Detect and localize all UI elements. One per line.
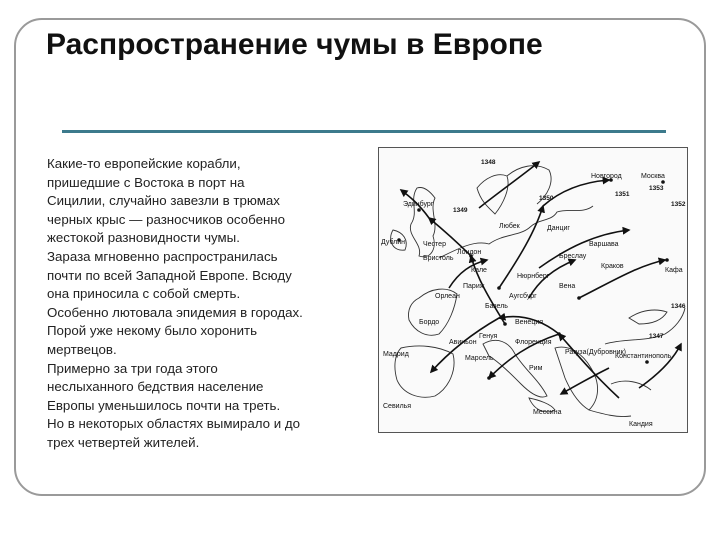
paragraph-line: неслыханного бедствия население: [47, 379, 264, 395]
city-label: Базель: [485, 303, 508, 310]
city-label: Мадрид: [383, 351, 409, 358]
city-label: Москва: [641, 173, 665, 180]
spread-arrow: [543, 180, 609, 206]
city-label: Севилья: [383, 403, 412, 410]
paragraph-line: Но в некоторых областях вымирало и до: [47, 416, 300, 432]
city-dot: [497, 286, 501, 290]
city-label: Краков: [601, 263, 624, 270]
slide-title: Распространение чумы в Европе: [46, 28, 543, 61]
paragraph-line: Зараза мгновенно распространилась: [47, 248, 278, 264]
paragraph-line: мертвецов.: [47, 341, 117, 357]
city-label: Марсель: [465, 355, 494, 362]
city-label: Вена: [559, 283, 576, 290]
paragraph-line: Особенно лютовала эпидемия в городах.: [47, 304, 303, 320]
city-labels: [381, 173, 683, 428]
city-label: Авиньон: [449, 339, 477, 346]
city-label: Бордо: [419, 319, 440, 326]
city-label: Эдинбург: [403, 201, 434, 208]
year-label: 1352: [671, 201, 686, 208]
city-label: Венеция: [515, 319, 544, 326]
year-label: 1347: [649, 333, 664, 340]
paragraph-line: Примерно за три года этого: [47, 360, 218, 376]
city-label: Кандия: [629, 421, 653, 428]
paragraph-line: Какие-то европейские корабли,: [47, 156, 241, 171]
city-dot: [577, 296, 581, 300]
spread-arrow: [479, 162, 539, 208]
city-label: Рим: [529, 365, 543, 372]
city-dot: [665, 258, 669, 262]
paragraph-line: пришедшие с Востока в порт на: [47, 174, 245, 190]
body-paragraph: [47, 155, 369, 453]
paragraph-line: она приносила с собой смерть.: [47, 286, 241, 302]
city-label: Любек: [499, 223, 520, 230]
city-label: Бреслау: [559, 253, 587, 260]
spread-arrow: [639, 344, 681, 388]
city-label: Нюрнберг: [517, 273, 550, 280]
city-label: Аугсбург: [509, 293, 537, 300]
city-dot: [645, 360, 649, 364]
city-dot: [487, 376, 491, 380]
city-label: Константинополь: [615, 353, 672, 360]
city-label: Кафа: [665, 267, 683, 274]
year-label: 1348: [481, 159, 496, 166]
paragraph-line: почти по всей Западной Европе. Всюду: [47, 267, 292, 283]
city-dot: [557, 332, 561, 336]
paragraph-line: черных крыс — разносчиков особенно: [47, 211, 286, 227]
city-label: Дублин: [381, 239, 406, 246]
city-label: Мессина: [533, 409, 562, 416]
city-label: Новгород: [591, 173, 622, 180]
title-divider: [62, 130, 666, 133]
year-label: 1349: [453, 207, 468, 214]
city-dot: [661, 180, 665, 184]
city-label: Генуя: [479, 333, 498, 340]
city-label: Флоренция: [515, 339, 552, 346]
city-label: Честер: [423, 241, 446, 248]
map-svg: [379, 148, 687, 432]
paragraph-line: Сицилии, случайно завезли в трюмах: [47, 193, 280, 209]
year-label: 1353: [649, 185, 664, 192]
paragraph-line: Порой уже некому было хоронить: [47, 323, 258, 339]
city-label: Лондон: [457, 249, 482, 256]
paragraph-line: Европы уменьшилось почти на треть.: [47, 397, 281, 413]
year-label: 1346: [671, 303, 686, 310]
coastlines: [391, 166, 685, 417]
city-label: Бристоль: [423, 255, 454, 262]
paragraph-line: трех четвертей жителей.: [47, 434, 200, 450]
city-label: Кале: [471, 267, 487, 274]
city-label: Орлеан: [435, 293, 460, 300]
year-label: 1351: [615, 191, 630, 198]
city-label: Варшава: [589, 241, 619, 248]
spread-arrow: [559, 334, 619, 398]
plague-spread-map: [378, 147, 688, 433]
city-label: Рагуза(Дубровник): [565, 349, 626, 356]
year-label: 1350: [539, 195, 554, 202]
city-dot: [417, 208, 421, 212]
city-label: Париж: [463, 283, 485, 290]
city-dot: [503, 322, 507, 326]
paragraph-line: жестокой разновидности чумы.: [47, 230, 240, 246]
city-label: Данциг: [547, 225, 570, 232]
